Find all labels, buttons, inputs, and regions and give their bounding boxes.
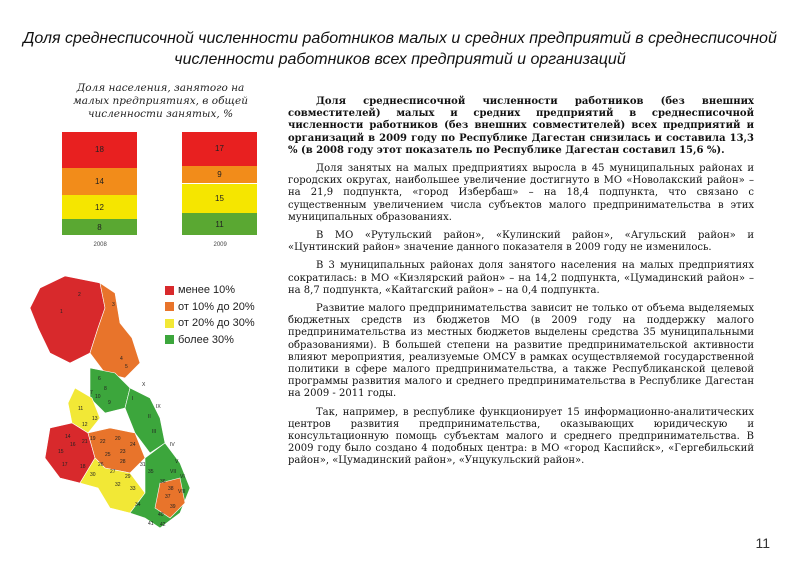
map-district-label: 39 xyxy=(170,504,176,510)
stacked-bar-chart xyxy=(60,132,260,257)
map-district-label: III xyxy=(152,429,157,435)
map-district-label: 4 xyxy=(120,356,123,362)
legend-label: менее 10% xyxy=(178,284,236,297)
chart-title: Доля населения, занятого на малых предприятиях, в общей численности занятых, % xyxy=(73,82,248,120)
body-text xyxy=(288,96,754,474)
map-district-label: 9 xyxy=(108,400,111,406)
map-district-label: IX xyxy=(156,404,161,410)
map-district-label: 29 xyxy=(125,474,131,480)
map-district-label: 1 xyxy=(60,309,63,315)
map-district-label: 34 xyxy=(135,502,141,508)
bar-segment: 18 xyxy=(62,132,137,168)
map-district-label: 22 xyxy=(100,439,106,445)
legend-label: от 20% до 30% xyxy=(178,317,255,330)
paragraph-6: Так, например, в республике функционирует 15 информационно-аналитических центров развития предпринимательства, оказывающих юридическую и консультационную помощь субъектам малого и среднего предпринимательства. В 2009 году было создано 4 подобных центра: в МО «город Каспийск», «Гергебильский район», «Цумадинский район», «Унцукульский район». xyxy=(288,406,754,467)
map-district-label: 14 xyxy=(65,434,71,440)
map-district-label: 27 xyxy=(110,469,116,475)
map-district-label: 3 xyxy=(112,302,115,308)
paragraph-5: Развитие малого предпринимательства зависит не только от объема выделяемых бюджетных средств из бюджетов МО (в 2009 году на поддержку малого предпринимательства из местных бюджетов выделены средства 35 муниципальными образованиями). В большей степени на развитие предпринимательской активности влияют мероприятия, реализуемые ОМСУ в рамках осуществляемой государственной политики в сфере малого предпринимательства, а также Республиканской целевой программы развития малого и среднего предпринимательства в Республике Дагестан на 2009 - 2011 годы. xyxy=(288,303,754,400)
map-district-label: 31 xyxy=(140,462,146,468)
bar-segment: 8 xyxy=(62,219,137,235)
legend-swatch xyxy=(165,319,174,328)
map-district-label: 11 xyxy=(78,406,84,412)
bar-category-label: 2009 xyxy=(213,242,227,248)
map-district-label: 41 xyxy=(148,521,154,527)
legend-swatch xyxy=(165,335,174,344)
map-district-label: 13 xyxy=(92,416,98,422)
map-district-label: 8 xyxy=(104,386,107,392)
map-district-label: 21 xyxy=(82,439,88,445)
map-district-label: 23 xyxy=(120,449,126,455)
map-district-label: 37 xyxy=(165,494,171,500)
legend-label: более 30% xyxy=(178,333,234,346)
map-district-label: 42 xyxy=(160,522,166,528)
slide-title: Доля среднесписочной численности работников малых и средних предприятий в среднесписочной численности работников всех предприятий и организаций xyxy=(23,30,777,68)
map-district-label: VII xyxy=(170,469,177,475)
map-district-label: V xyxy=(175,459,179,465)
paragraph-4: В 3 муниципальных районах доля занятого населения на малых предприятиях сократилась: в МО «Кизлярский район» – на 14,2 подпункта, «Цумадинский район» – на 8,7 подпункта, «Кайтагский район» – на 0,4 подпункта. xyxy=(288,260,754,296)
legend-item xyxy=(165,282,255,299)
map-district-label: 15 xyxy=(58,449,64,455)
paragraph-1: Доля среднесписочной численности работников (без внешних совместителей) малых и средних предприятий в среднесписочной численности работников (без внешних совместителей) всех предприятий и организаций в 2009 году по Республике Дагестан снизилась и составила 13,3 % (в 2008 году этот показатель по Республике Дагестан составил 15,6 %). xyxy=(288,96,754,156)
map-district-label: 18 xyxy=(80,464,86,470)
map-district-label: II xyxy=(148,414,151,420)
legend-item xyxy=(165,332,255,349)
map-district-label: 6 xyxy=(98,376,101,382)
legend-item xyxy=(165,299,255,316)
bar-segment: 11 xyxy=(182,213,257,235)
map-district-label: 26 xyxy=(98,462,104,468)
map-district-label: 33 xyxy=(130,486,136,492)
map-district-label: 25 xyxy=(105,452,111,458)
legend-swatch xyxy=(165,286,174,295)
map-district-label: 5 xyxy=(125,364,128,370)
map-district-label: 36 xyxy=(160,479,166,485)
map-district-label: 30 xyxy=(90,472,96,478)
map-district-label: 2 xyxy=(78,292,81,298)
map-legend xyxy=(165,282,255,348)
map-district-label: 32 xyxy=(115,482,121,488)
map-district-label: VI xyxy=(180,474,185,480)
map-district-label: 7 xyxy=(90,390,93,396)
map-district-label: 16 xyxy=(70,442,76,448)
map-district-label: 19 xyxy=(90,436,96,442)
map-district-label: 28 xyxy=(120,459,126,465)
bar-segment: 12 xyxy=(62,195,137,219)
page-number: 11 xyxy=(755,535,770,551)
bar-segment: 9 xyxy=(182,166,257,184)
bar-segment: 14 xyxy=(62,168,137,196)
bar-category-label: 2008 xyxy=(93,242,107,248)
map-district-label: 40 xyxy=(158,512,164,518)
paragraph-3: В МО «Рутульский район», «Кулинский район», «Агульский район» и «Цунтинский район» значение данного показателя в 2009 году не изменилось. xyxy=(288,230,754,254)
map-district-label: 10 xyxy=(95,394,101,400)
legend-swatch xyxy=(165,302,174,311)
bar-segment: 15 xyxy=(182,184,257,214)
legend-item xyxy=(165,315,255,332)
map-district-label: 38 xyxy=(168,486,174,492)
bar-segment: 17 xyxy=(182,132,257,166)
map-district-label: VIII xyxy=(178,489,186,495)
map-district-label: 24 xyxy=(130,442,136,448)
paragraph-2: Доля занятых на малых предприятиях выросла в 45 муниципальных районах и городских округах, наибольшее увеличение достигнуто в МО «Новолакский район» – на 21,9 подпункта, «город Избербаш» – на 18,4 подпункта, что связано с существенным увеличением числа субъектов малого предпринимательства в этих муниципальных образованиях. xyxy=(288,163,754,223)
map-district-label: 17 xyxy=(62,462,68,468)
legend-label: от 10% до 20% xyxy=(178,300,255,313)
map-district-label: 12 xyxy=(82,422,88,428)
map-district-label: X xyxy=(142,382,146,388)
map-district-label: 20 xyxy=(115,436,121,442)
map-district-label: IV xyxy=(170,442,175,448)
map-district-label: I xyxy=(132,396,134,402)
map-district-label: 35 xyxy=(148,469,154,475)
